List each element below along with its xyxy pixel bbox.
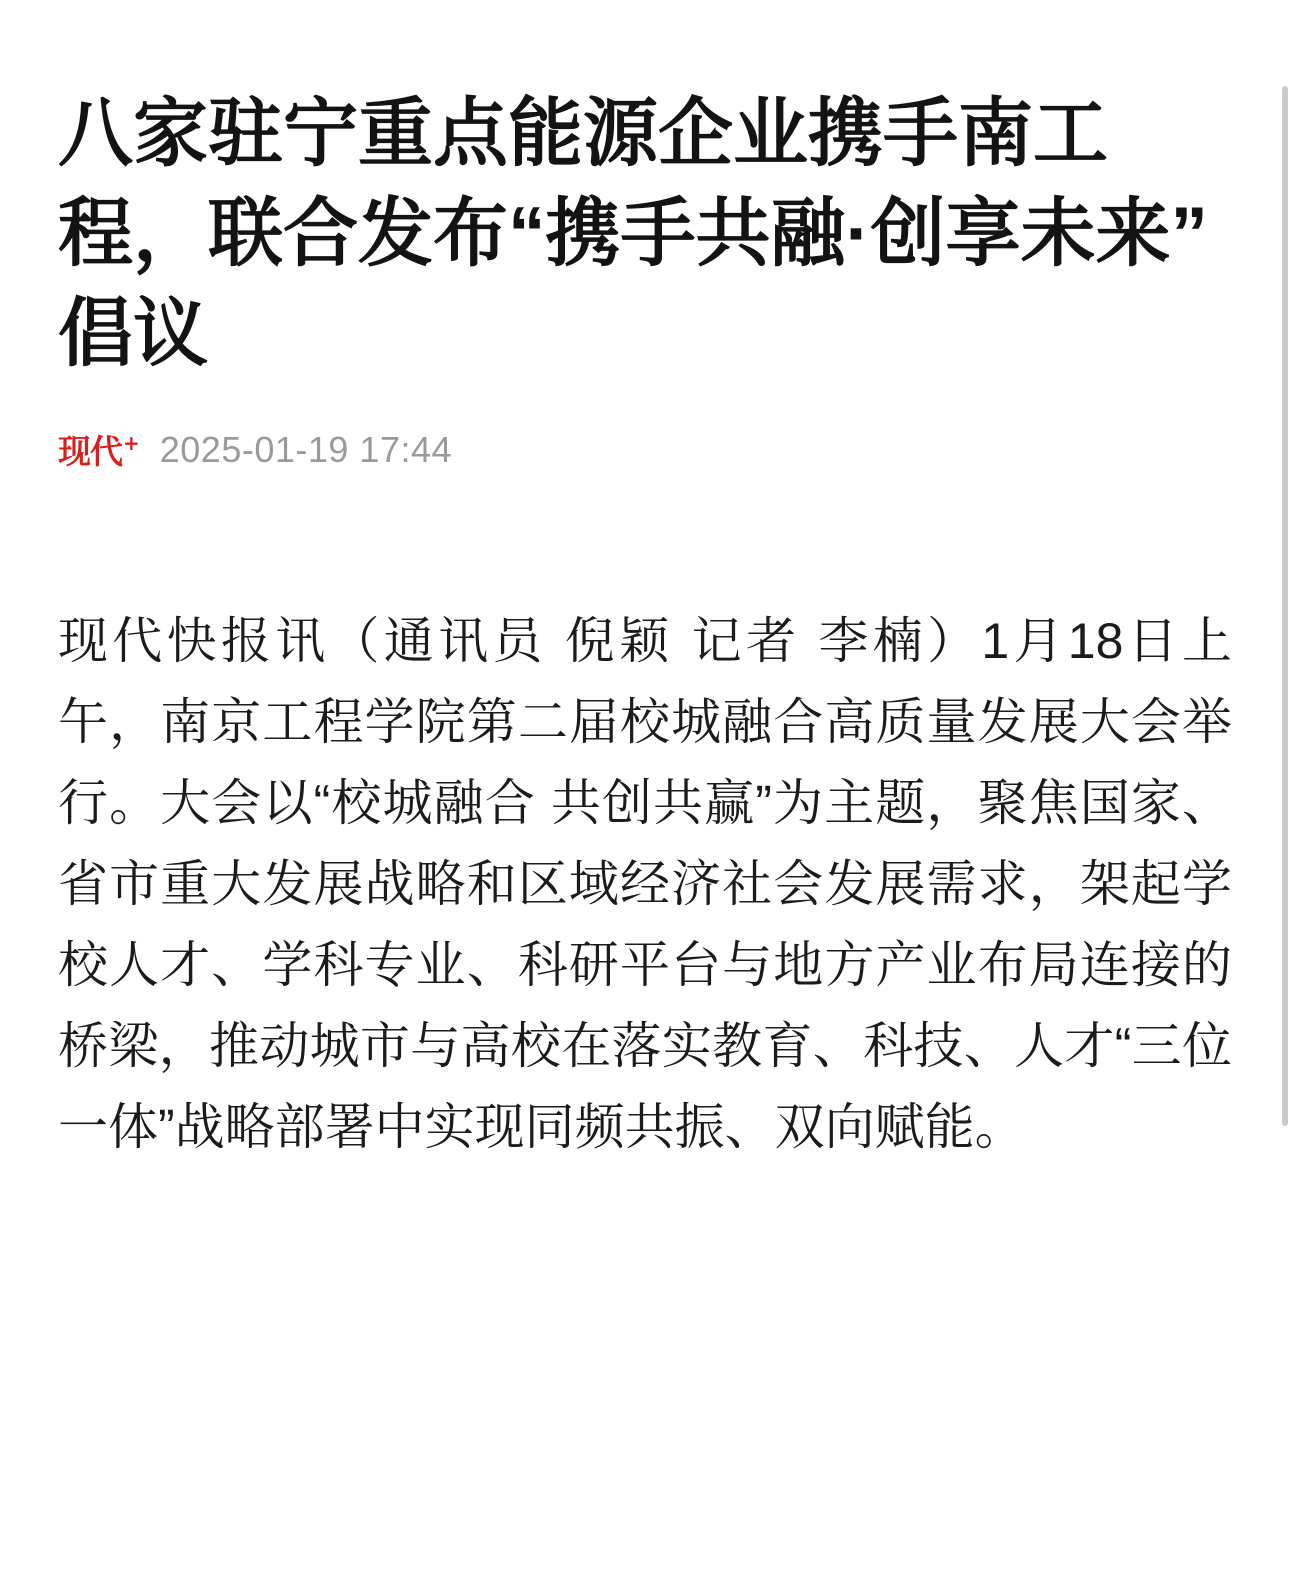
publisher-logo-text: 现代 (58, 431, 122, 471)
publisher-logo[interactable] (58, 430, 139, 471)
article-meta (58, 429, 1232, 471)
publisher-logo-plus-icon: + (123, 430, 139, 455)
page-title: 八家驻宁重点能源企业携手南工程，联合发布“携手共融·创享未来”倡议 (58, 91, 1208, 375)
publish-timestamp: 2025-01-19 17:44 (159, 429, 453, 471)
article-body-paragraph: 现代快报讯（通讯员 倪颖 记者 李楠）1月18日上午，南京工程学院第二届校城融合高质量发展大会举行。大会以“校城融合 共创共赢”为主题，聚焦国家、省市重大发展战略和区域经济社会发展需求，架起学校人才、学科专业、科研平台与地方产业布局连接的桥梁，推动城市与高校在落实教育、科技、人才“三位一体”战略部署中实现同频共振、双向赋能。 (58, 613, 1232, 1156)
scrollbar-thumb[interactable] (1282, 86, 1288, 1126)
scrollbar-track[interactable] (1280, 0, 1290, 1574)
